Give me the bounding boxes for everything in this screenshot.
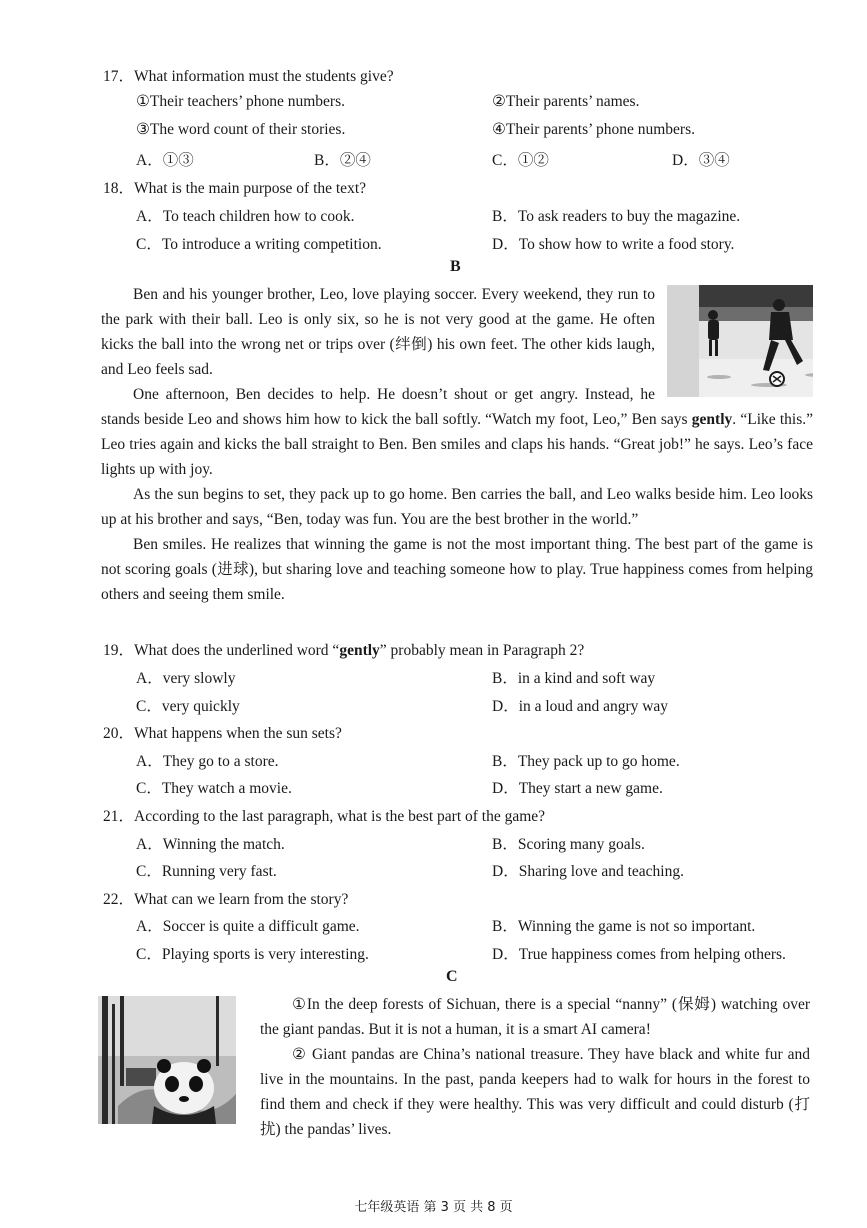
soccer-photo-image	[699, 285, 813, 397]
q17-item-3: ③The word count of their stories.	[136, 121, 346, 138]
q20-option-c: C．They watch a movie.	[136, 780, 292, 797]
q19-option-c: C．very quickly	[136, 698, 240, 715]
q21-option-a: A．Winning the match.	[136, 836, 285, 853]
passage-c	[98, 992, 810, 1142]
passage-c-paragraph-1: ①In the deep forests of Sichuan, there is a special “nanny” (保姆) watching over the giant pandas. But it is not a human, it is a smart AI camera!	[260, 996, 810, 1038]
q21-option-c: C．Running very fast.	[136, 863, 277, 880]
q20-option-d: D．They start a new game.	[492, 780, 663, 797]
soccer-photo	[667, 285, 813, 397]
q17-item-2: ②Their parents’ names.	[492, 93, 640, 110]
q19-option-b: B．in a kind and soft way	[492, 670, 656, 687]
q22-option-c: C．Playing sports is very interesting.	[136, 946, 369, 963]
q17-item-4: ④Their parents’ phone numbers.	[492, 121, 695, 138]
question-21-stem: 21．According to the last paragraph, what is the best part of the game?	[103, 808, 546, 825]
q17-option-c: C．①②	[492, 152, 549, 169]
q21-option-b: B．Scoring many goals.	[492, 836, 645, 853]
q18-option-b: B．To ask readers to buy the magazine.	[492, 208, 741, 225]
q18-option-d: D．To show how to write a food story.	[492, 236, 735, 253]
q19-keyword: gently	[339, 642, 380, 659]
q20-option-b: B．They pack up to go home.	[492, 753, 680, 770]
q17-item-1: ①Their teachers’ phone numbers.	[136, 93, 346, 110]
passage-b-paragraph-2-text-b: . “Like this.” Leo tries again and kicks the ball straight to Ben. Ben smiles and claps his hands. “Great job!” he says. Leo’s face lights up with joy.	[101, 411, 814, 478]
section-c-heading: C	[446, 968, 458, 985]
q20-option-a: A．They go to a store.	[136, 753, 279, 770]
passage-b-paragraph-3: As the sun begins to set, they pack up to go home. Ben carries the ball, and Leo walks beside him. Leo looks up at his brother and says, “Ben, today was fun. You are the best brother in the world.”	[101, 486, 813, 528]
q17-option-d: D．③④	[672, 152, 730, 169]
passage-b-paragraph-4: Ben smiles. He realizes that winning the game is not the most important thing. The best part of the game is not scoring goals (进球), but sharing love and teaching someone how to play. True happiness comes from helping others and seeing them smile.	[101, 536, 813, 603]
page-footer: 七年级英语 第 3 页 共 8 页	[354, 1200, 513, 1215]
q19-option-d: D．in a loud and angry way	[492, 698, 669, 715]
q19-option-a: A．very slowly	[136, 670, 236, 687]
q17-option-b: B．②④	[314, 152, 371, 169]
section-b-heading: B	[450, 258, 461, 275]
passage-b	[101, 282, 813, 607]
question-20-stem: 20．What happens when the sun sets?	[103, 725, 342, 742]
q19-stem-part-a: 19．What does the underlined word “	[103, 642, 340, 659]
q19-stem-part-b: ” probably mean in Paragraph 2?	[379, 642, 585, 659]
q22-option-b: B．Winning the game is not so important.	[492, 918, 756, 935]
question-19-stem	[103, 638, 584, 660]
q22-option-d: D．True happiness comes from helping others.	[492, 946, 786, 963]
passage-b-paragraph-2	[101, 382, 813, 482]
q22-option-a: A．Soccer is quite a difficult game.	[136, 918, 360, 935]
passage-b-paragraph-1-text: Ben and his younger brother, Leo, love playing soccer. Every weekend, they run to the park with their ball. Leo is only six, so he is not very good at the game. He often kicks the ball into the wrong net or trips over (绊倒) his own feet. The other kids laugh, and Leo feels sad.	[101, 286, 655, 378]
passage-b-paragraph-1	[101, 282, 813, 382]
panda-camera-photo	[98, 996, 236, 1124]
question-22-stem: 22．What can we learn from the story?	[103, 891, 349, 908]
q21-option-d: D．Sharing love and teaching.	[492, 863, 684, 880]
question-18-stem: 18．What is the main purpose of the text?	[103, 180, 367, 197]
passage-b-paragraph-2-text-a: One afternoon, Ben decides to help. He doesn’t shout or get angry. Instead, he stands beside Leo and shows him how to kick the ball softly. “Watch my foot, Leo,” Ben says	[101, 386, 692, 428]
passage-c-paragraph-2: ② Giant pandas are China’s national treasure. They have black and white fur and live in the mountains. In the past, panda keepers had to walk for hours in the forest to find them and check if they were healthy. This was very difficult and could disturb (打扰) the pandas’ lives.	[260, 1046, 810, 1138]
question-17-stem: 17．What information must the students give?	[103, 68, 394, 85]
q17-option-a: A．①③	[136, 152, 194, 169]
underlined-word-gently: gently	[691, 411, 733, 428]
q18-option-c: C．To introduce a writing competition.	[136, 236, 382, 253]
panda-camera-photo-image	[98, 996, 236, 1124]
q18-option-a: A．To teach children how to cook.	[136, 208, 355, 225]
